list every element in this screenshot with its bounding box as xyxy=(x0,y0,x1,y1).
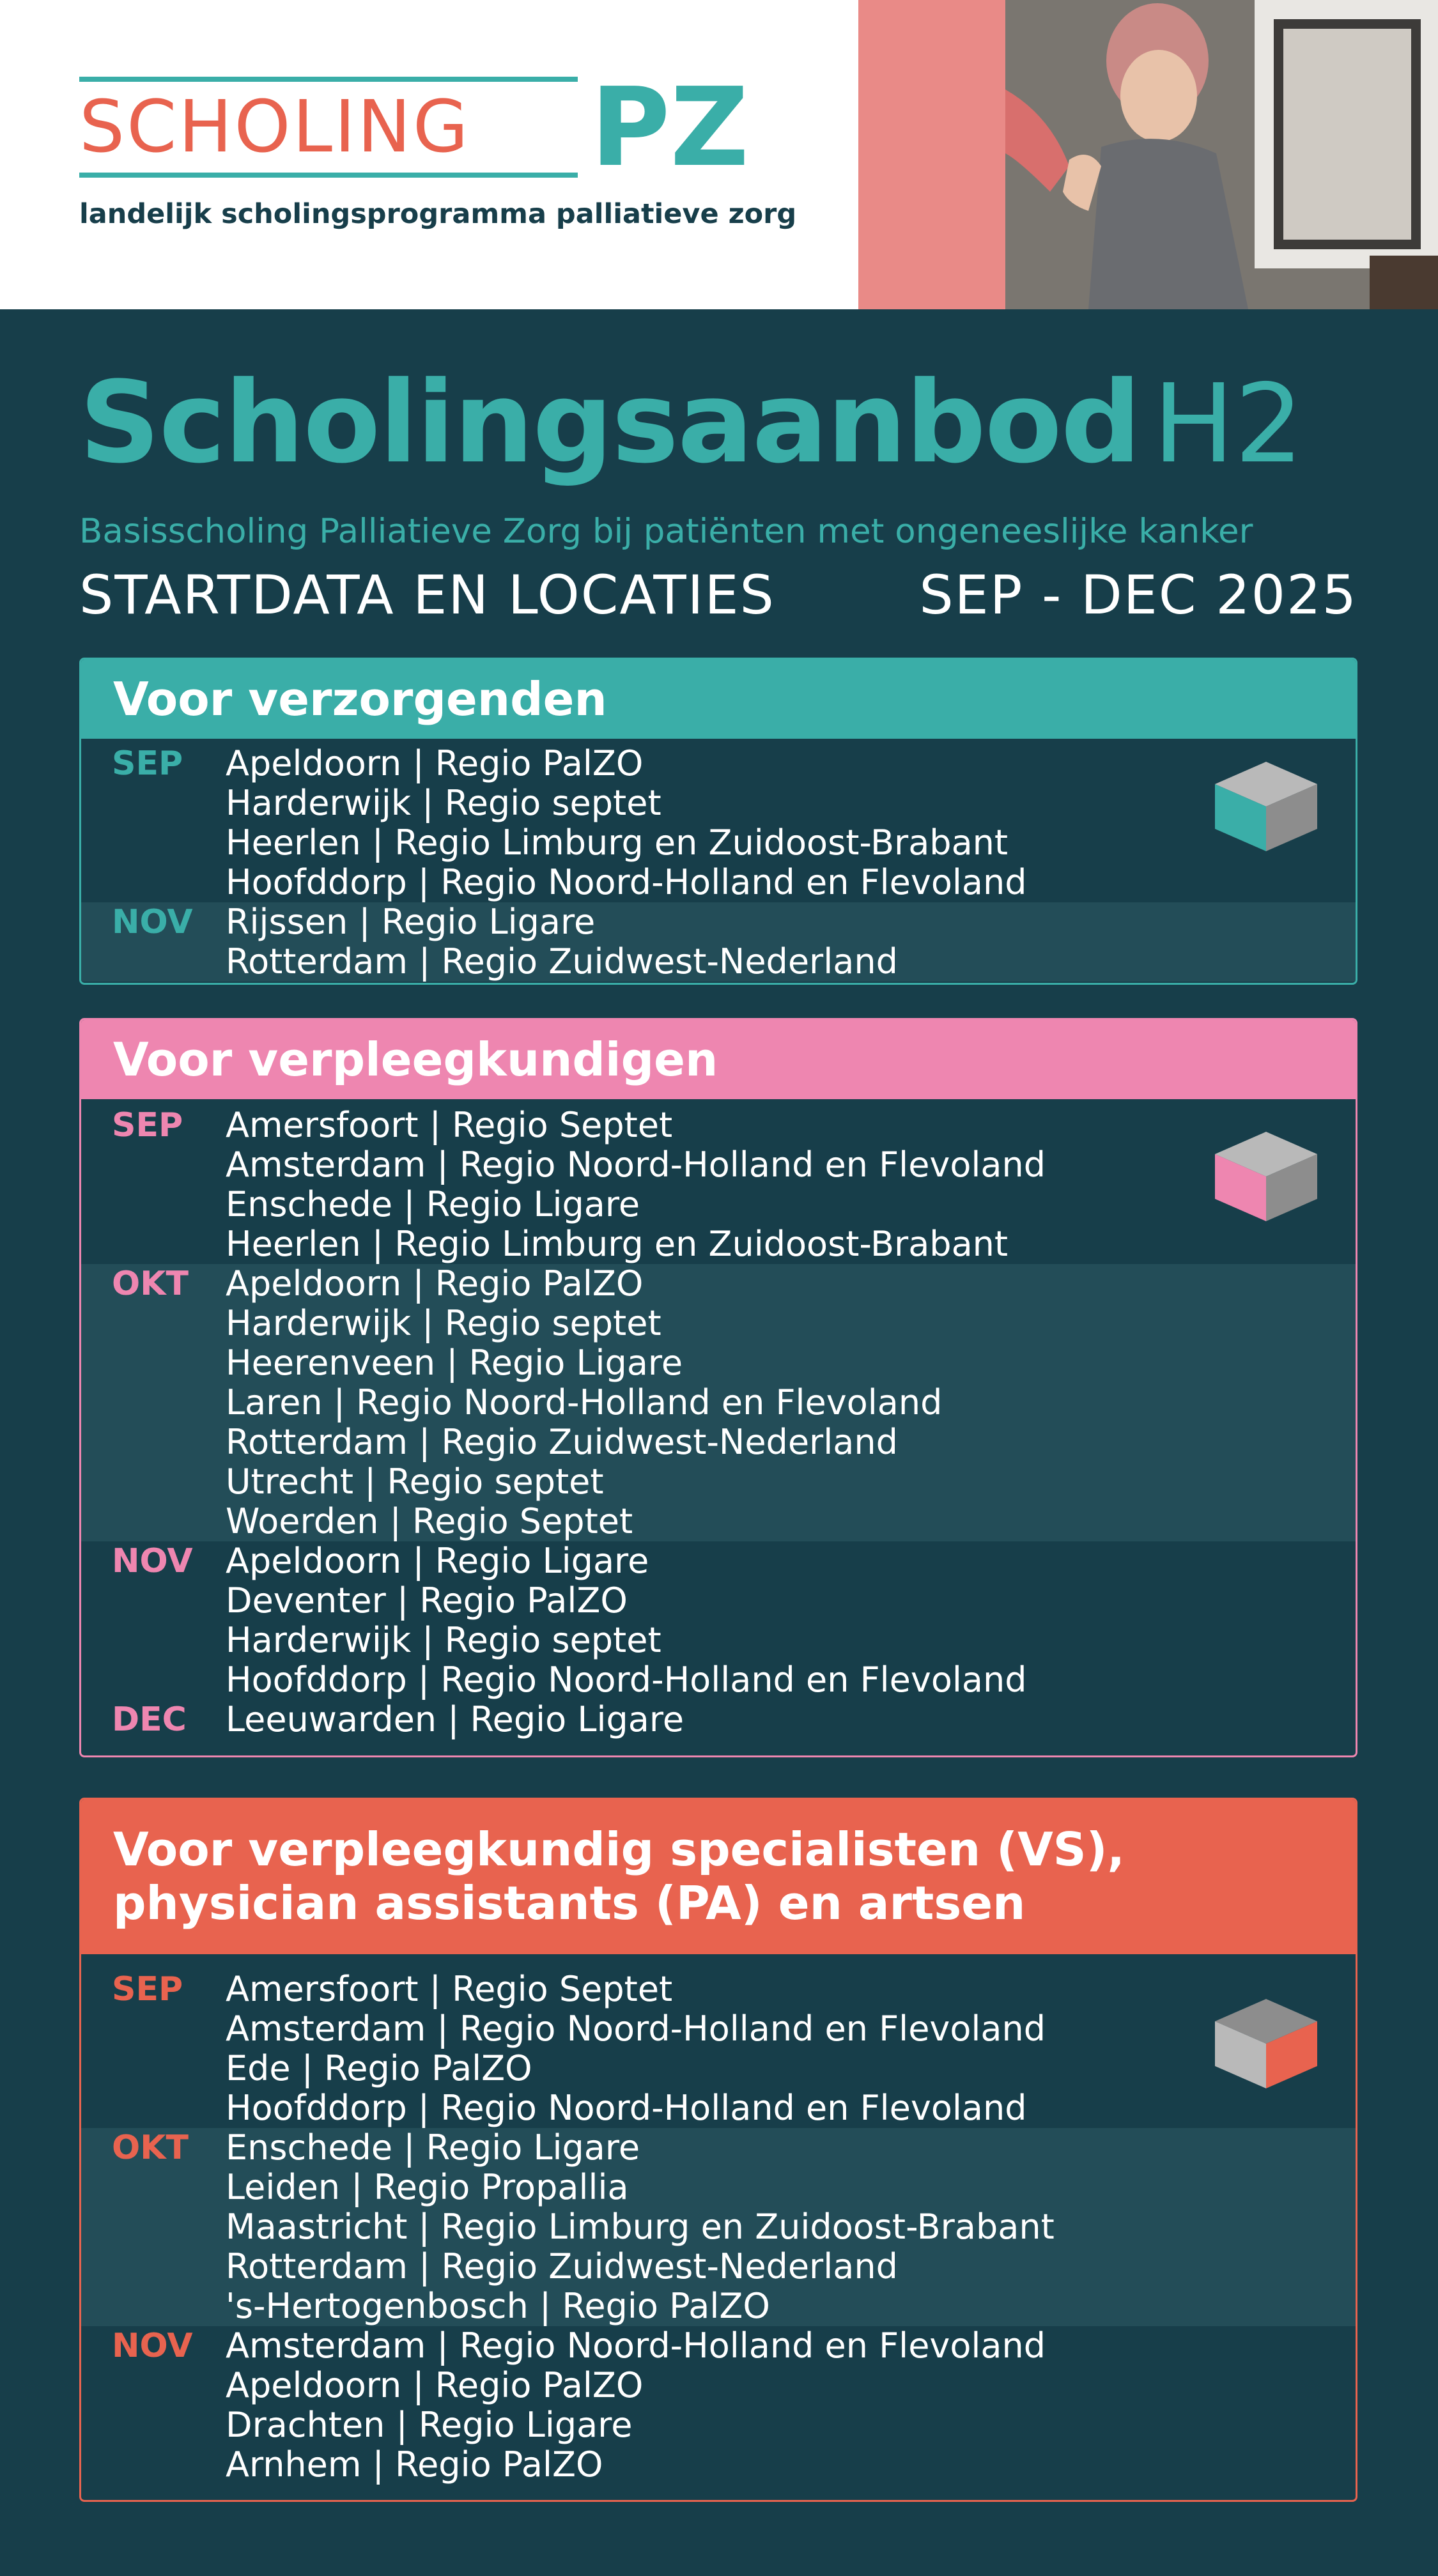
scholing-pz-logo xyxy=(79,65,797,243)
list-item: Arnhem | Regio PalZO xyxy=(226,2444,603,2485)
list-item: Leeuwarden | Regio Ligare xyxy=(226,1699,684,1739)
section-specialisten xyxy=(79,1798,1357,2502)
logo-line-bottom xyxy=(79,173,578,178)
logo-pz-text: PZ xyxy=(591,65,749,191)
month-label: NOV xyxy=(112,903,193,941)
month-group-nov xyxy=(81,2326,1356,2485)
month-group-nov xyxy=(81,1541,1356,1700)
list-item: Harderwijk | Regio septet xyxy=(226,1303,661,1343)
cube-icon xyxy=(1215,1132,1317,1221)
list-item: Hoofddorp | Regio Noord-Holland en Flevoland xyxy=(226,862,1027,902)
list-item: Amersfoort | Regio Septet xyxy=(226,1969,673,2009)
month-group-sep xyxy=(81,744,1356,902)
month-group-okt xyxy=(81,2128,1356,2326)
list-item: Apeldoorn | Regio PalZO xyxy=(226,743,644,783)
photo-illustration xyxy=(858,0,1438,309)
month-label: SEP xyxy=(112,1106,183,1145)
list-item: Laren | Regio Noord-Holland en Flevoland xyxy=(226,1382,943,1423)
month-label: NOV xyxy=(112,2327,193,2365)
section-title xyxy=(81,1800,1356,1954)
month-label: SEP xyxy=(112,1970,183,2009)
list-item: Heerlen | Regio Limburg en Zuidoost-Brabant xyxy=(226,822,1009,863)
list-item: Apeldoorn | Regio PalZO xyxy=(226,1263,644,1304)
section-title: Voor verzorgenden xyxy=(81,659,1356,739)
list-item: Hoofddorp | Regio Noord-Holland en Flevoland xyxy=(226,2088,1027,2128)
photo-caregiver-patient xyxy=(858,0,1438,309)
list-item: Amsterdam | Regio Noord-Holland en Flevoland xyxy=(226,2009,1046,2049)
list-item: Apeldoorn | Regio PalZO xyxy=(226,2365,644,2405)
month-group-dec xyxy=(81,1700,1356,1739)
list-item: Hoofddorp | Regio Noord-Holland en Flevoland xyxy=(226,1660,1027,1700)
section-verpleegkundigen xyxy=(79,1018,1357,1757)
list-item: Harderwijk | Regio septet xyxy=(226,1620,661,1660)
month-label: DEC xyxy=(112,1701,187,1739)
month-group-sep xyxy=(81,1106,1356,1264)
logo-scholing-text: SCHOLING xyxy=(79,86,470,169)
cube-icon xyxy=(1215,762,1317,851)
month-label: NOV xyxy=(112,1542,193,1580)
list-item: Enschede | Regio Ligare xyxy=(226,2127,640,2168)
month-label: OKT xyxy=(112,1265,189,1303)
list-item: Amersfoort | Regio Septet xyxy=(226,1105,673,1145)
logo-line-top xyxy=(79,77,578,82)
list-item: Enschede | Regio Ligare xyxy=(226,1184,640,1224)
page-title-suffix: H2 xyxy=(1152,361,1304,488)
list-item: Rijssen | Regio Ligare xyxy=(226,902,596,942)
month-label: SEP xyxy=(112,744,183,783)
list-item: Rotterdam | Regio Zuidwest-Nederland xyxy=(226,1422,898,1462)
list-item: Harderwijk | Regio septet xyxy=(226,783,661,823)
section-verzorgenden xyxy=(79,658,1357,985)
logo-tagline: landelijk scholingsprogramma palliatieve zorg xyxy=(79,198,797,230)
month-label: OKT xyxy=(112,2129,189,2167)
header-banner xyxy=(0,0,1438,309)
list-item: Apeldoorn | Regio Ligare xyxy=(226,1541,649,1581)
list-item: Amsterdam | Regio Noord-Holland en Flevoland xyxy=(226,1145,1046,1185)
month-group-nov xyxy=(81,902,1356,982)
cube-icon xyxy=(1215,1999,1317,2088)
page-title xyxy=(79,353,1304,493)
list-item: Woerden | Regio Septet xyxy=(226,1501,633,1541)
startdata-label: STARTDATA EN LOCATIES xyxy=(79,564,775,626)
list-item: Heerlen | Regio Limburg en Zuidoost-Brabant xyxy=(226,1224,1009,1264)
list-item: Rotterdam | Regio Zuidwest-Nederland xyxy=(226,2246,898,2287)
startdata-heading xyxy=(79,560,1357,630)
list-item: Deventer | Regio PalZO xyxy=(226,1580,628,1621)
month-group-sep xyxy=(81,1970,1356,2128)
page-title-main: Scholingsaanbod xyxy=(79,357,1140,488)
list-item: Maastricht | Regio Limburg en Zuidoost-Brabant xyxy=(226,2207,1055,2247)
page-subtitle: Basisscholing Palliatieve Zorg bij patiënten met ongeneeslijke kanker xyxy=(79,512,1253,551)
list-item: Ede | Regio PalZO xyxy=(226,2048,532,2088)
month-group-okt xyxy=(81,1264,1356,1541)
list-item: Rotterdam | Regio Zuidwest-Nederland xyxy=(226,941,898,982)
list-item: 's-Hertogenbosch | Regio PalZO xyxy=(226,2286,770,2326)
list-item: Drachten | Regio Ligare xyxy=(226,2405,633,2445)
section-title-line1: Voor verpleegkundig specialisten (VS), xyxy=(113,1823,1125,1876)
section-title-line2: physician assistants (PA) en artsen xyxy=(113,1876,1026,1930)
startdata-range: SEP - DEC 2025 xyxy=(919,564,1357,626)
section-title: Voor verpleegkundigen xyxy=(81,1020,1356,1099)
list-item: Utrecht | Regio septet xyxy=(226,1462,604,1502)
list-item: Amsterdam | Regio Noord-Holland en Flevoland xyxy=(226,2325,1046,2366)
list-item: Leiden | Regio Propallia xyxy=(226,2167,629,2207)
list-item: Heerenveen | Regio Ligare xyxy=(226,1343,683,1383)
